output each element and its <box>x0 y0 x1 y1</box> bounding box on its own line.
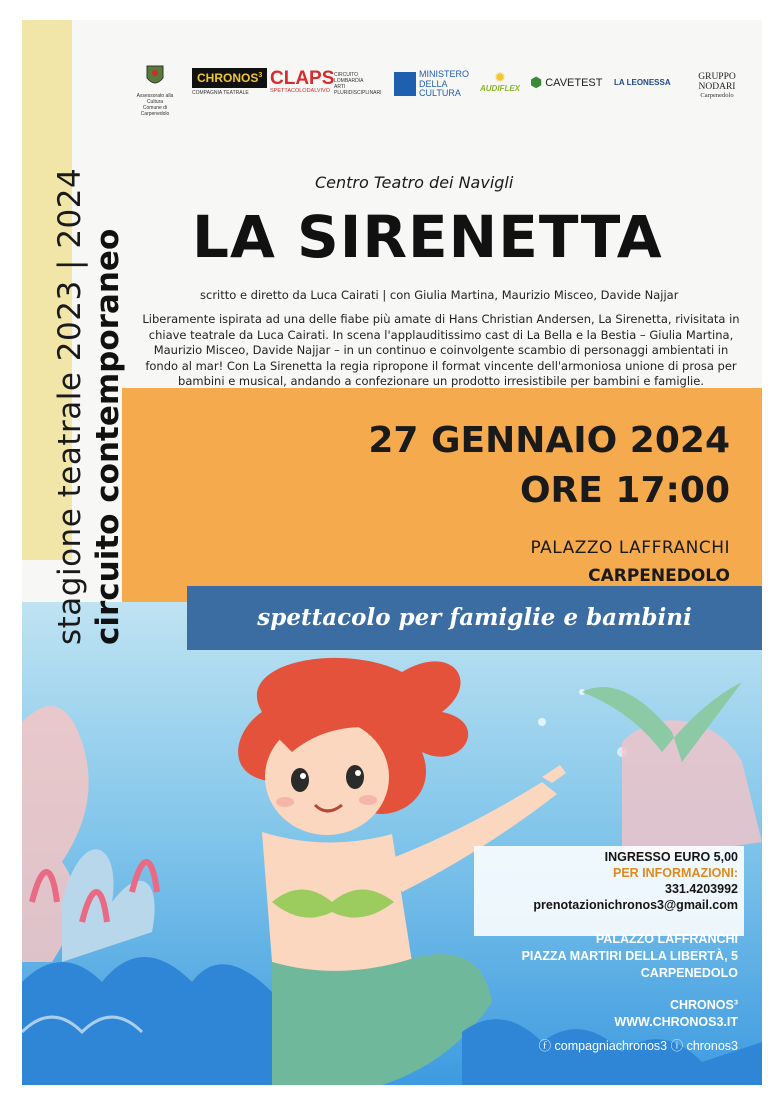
company-name: Centro Teatro dei Navigli <box>315 173 514 192</box>
website-link[interactable]: WWW.CHRONOS3.IT <box>614 1015 738 1029</box>
info-venue: PALAZZO LAFFRANCHI <box>595 932 738 946</box>
poster <box>22 20 762 1085</box>
ticket-price: INGRESSO EURO 5,00 <box>604 850 738 864</box>
email: prenotazionichronos3@gmail.com <box>533 898 738 912</box>
description: Liberamente ispirata ad una delle fiabe più amate di Hans Christian Andersen, La Sirenetta, rivisitata in chiave teatrale da Luca Cairati. In scena l'applauditissimo cast di La Bella e la Bestia – Giulia Martina, Maurizio Misceo, Davide Najjar – in un continuo e coinvolgente scambio di personaggi ambientati in fondo al mar! Con La Sirenetta la regia ripropone il format vincente dell'armoniosa unione di prosa per bambini e musical, andando a confezionare un prodotto irresistibile per bambini e famiglie. <box>142 312 740 388</box>
event-venue: PALAZZO LAFFRANCHI <box>530 538 730 558</box>
circuit-label: circuito contemporaneo <box>90 228 126 645</box>
show-title: LA SIRENETTA <box>192 203 663 271</box>
event-date: 27 GENNAIO 2024 <box>368 420 730 461</box>
phone-number: 331.4203992 <box>665 882 738 896</box>
chronos-logo: CHRONOS$^3$ COMPAGNIA TEATRALE <box>192 68 267 96</box>
audiflex-logo: ✹ AUDIFLEX <box>480 69 520 93</box>
ministero-logo: MINISTERO DELLA CULTURA <box>394 70 469 99</box>
cavetest-icon: ⬢ <box>530 74 543 90</box>
tagline: spettacolo per famiglie e bambini <box>257 604 692 631</box>
comune-logo: Assessorato alla Cultura Comune di Carpenedolo <box>132 64 178 117</box>
social-handles[interactable]: ⓕ compagniachronos3 ⓘ chronos3 <box>538 1039 738 1053</box>
leonessa-logo: LA LEONESSA <box>614 78 671 87</box>
brand-name: CHRONOS³ <box>669 998 738 1012</box>
season-label: stagione teatrale 2023 | 2024 <box>52 167 88 645</box>
credits: scritto e diretto da Luca Cairati | con Giulia Martina, Maurizio Misceo, Davide Najjar <box>200 288 679 302</box>
star-icon: ✹ <box>494 69 506 85</box>
event-time: ORE 17:00 <box>519 470 730 511</box>
claps-desc: CIRCUITO LOMBARDIA ARTI PLURIDISCIPLINARI <box>334 72 382 96</box>
coat-of-arms-icon <box>145 64 165 88</box>
event-city: CARPENEDOLO <box>588 566 730 586</box>
info-address: PIAZZA MARTIRI DELLA LIBERTÀ, 5 <box>521 949 738 963</box>
sponsor-logos <box>132 64 752 118</box>
cavetest-logo: ⬢ CAVETEST <box>530 74 603 90</box>
ministero-icon <box>394 72 416 96</box>
info-city: CARPENEDOLO <box>640 966 738 980</box>
nodari-logo: GRUPPO NODARI Carpenedolo <box>698 72 736 99</box>
claps-logo: CLAPS SPETTACOLODALVIVO <box>270 68 335 94</box>
info-block <box>474 846 744 1085</box>
info-label: PER INFORMAZIONI: <box>613 866 738 880</box>
